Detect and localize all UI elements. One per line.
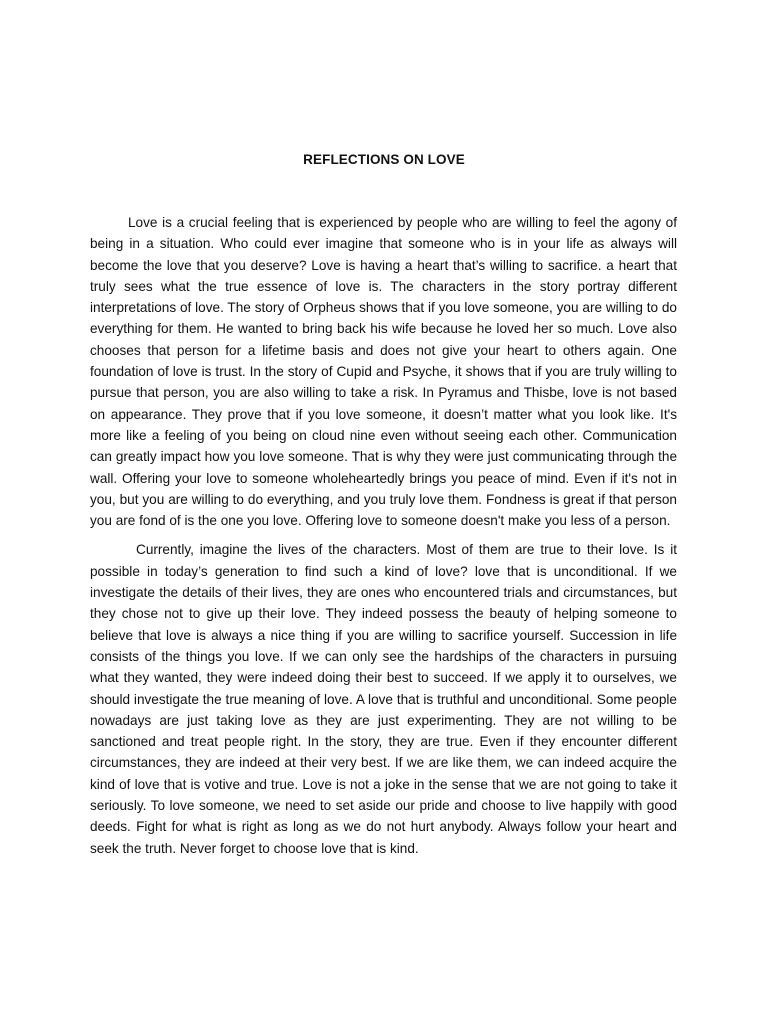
paragraph-2: Currently, imagine the lives of the characters. Most of them are true to their love. Is it possible in today’s generation to find such a kind of love? love that is unconditional. If we investigate the details of their lives, they are ones who encountered trials and circumstances, but they chose not to give up their love. They indeed possess the beauty of helping someone to believe that love is always a nice thing if you are willing to sacrifice yourself. Succession in life consists of the things you love. If we can only see the hardships of the characters in pursuing what they wanted, they were indeed doing their best to succeed. If we apply it to ourselves, we should investigate the true meaning of love. A love that is truthful and unconditional. Some people nowadays are just taking love as they are just experimenting. They are not willing to be sanctioned and treat people right. In the story, they are true. Even if they encounter different circumstances, they are indeed at their very best. If we are like them, we can indeed acquire the kind of love that is votive and true. Love is not a joke in the sense that we are not going to take it seriously. To love someone, we need to set aside our pride and choose to live happily with good deeds. Fight for what is right as long as we do not hurt anybody. Always follow your heart and seek the truth. Never forget to choose love that is kind.: [90, 542, 677, 856]
paragraph-1: Love is a crucial feeling that is experienced by people who are willing to feel the agony of being in a situation. Who could ever imagine that someone who is in your life as always will become the love that you deserve? Love is having a heart that’s willing to sacrifice. a heart that truly sees what the true essence of love is. The characters in the story portray different interpretations of love. The story of Orpheus shows that if you love someone, you are willing to do everything for them. He wanted to bring back his wife because he loved her so much. Love also chooses that person for a lifetime basis and does not give your heart to others again. One foundation of love is trust. In the story of Cupid and Psyche, it shows that if you are truly willing to pursue that person, you are also willing to take a risk. In Pyramus and Thisbe, love is not based on appearance. They prove that if you love someone, it doesn’t matter what you look like. It's more like a feeling of you being on cloud nine even without seeing each other. Communication can greatly impact how you love someone. That is why they were just communicating through the wall. Offering your love to someone wholeheartedly brings you peace of mind. Even if it's not in you, but you are willing to do everything, and you truly love them. Fondness is great if that person you are fond of is the one you love. Offering love to someone doesn't make you less of a person.: [90, 215, 677, 529]
document-body: [90, 212, 677, 859]
document-title: REFLECTIONS ON LOVE: [303, 152, 465, 167]
